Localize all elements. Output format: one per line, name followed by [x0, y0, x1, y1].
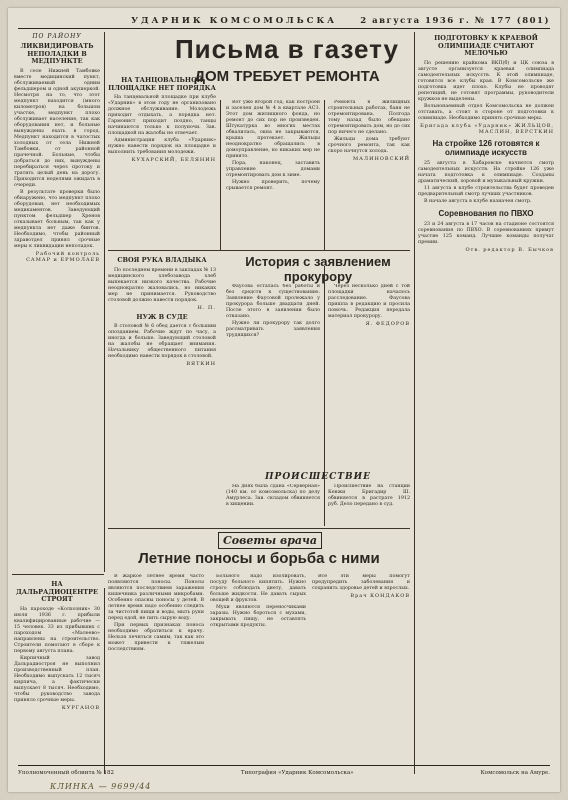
- doctor-tips-heading: Советы врача: [218, 532, 322, 549]
- article-text: Кирпичный завод Дальрадиостроя не выполнил производственный план. Необходимо выпускать 12 тысяч кирпича, а фактически выпускает 8 тысяч. Необходимо, чтобы руководство завода приняло срочные меры.: [14, 655, 100, 703]
- archive-stamp: КЛИНКА — 9699/44: [50, 782, 152, 791]
- section-heading: ПО РАЙОНУ: [32, 33, 82, 40]
- signature: ВЯТКИН: [186, 361, 216, 367]
- column-rule: [104, 588, 105, 774]
- signature: КУХАРСКИЙ, БЕЛЯНИН: [131, 157, 216, 163]
- summer-col-1: [108, 574, 204, 774]
- article-text: По решению крайкома ВКП(б) и ЦК союза в августе организуется краевая олимпиада самодеятельных искусств. К этой олимпиаде, готовятся все клубы края. В Комсомольске же подготовка идет плохо. Клубы не проводят репетиций, не готовят программы, руководители кружков не выделены.: [418, 60, 554, 102]
- article-text: На танцевальной площадке при клубе «Ударник» в этом году не организовано должное обслуживание. Молодежь приходит отдыхать, а порядка нет. Гармонист приходит поздно, танцы начинаются только к полуночи. Зав. площадкой на жалобы не отвечает.: [108, 95, 216, 136]
- section-rule: [108, 528, 410, 529]
- article-text: 11 августа в клубе строительства будет проведен предварительный смотр лучших участников.: [418, 185, 554, 197]
- column-4: [328, 100, 410, 250]
- article-text: Через несколько дней с той площадки началось расследование. Фаусова пришла в редакцию и просила помочь. Редакция передала материал прокурору.: [328, 284, 410, 319]
- article-title: Соревнования по ПВХО: [438, 208, 534, 218]
- article-text: На пароходе «Колхозник» 30 июля 1936 г. прибыли квалифицированные рабочие — 15 человек. 33 из прибывших с пароходом «Малеево» направлены на строительство. Строители помогают в сборе к первому августа плана.: [14, 606, 100, 654]
- column-rule: [414, 32, 415, 774]
- article-title: СВОЯ РУКА ВЛАДЫКА: [117, 256, 207, 264]
- column-rule: [324, 266, 325, 526]
- incident-text-block: [328, 484, 410, 524]
- column-left: [14, 32, 100, 578]
- article-text: Фаусова осталась без работы и без средств к существованию. Заявление Фаусовой пролежало у прокурора больше двадцати дней. После этого в заявлении было отказано.: [226, 284, 320, 319]
- footer-left: Уполномоченный облиита № 182: [18, 770, 114, 776]
- incidents-heading: ПРОИСШЕСТВИЕ: [265, 472, 371, 482]
- house-headline: ДОМ ТРЕБУЕТ РЕМОНТА: [194, 68, 380, 85]
- paper-name: УДАРНИК КОМСОМОЛЬСКА: [131, 16, 338, 26]
- article-text: Нужно проверить, почему срывается ремонт.: [226, 180, 320, 191]
- article-text: При первых признаках поноса необходимо обратиться к врачу. Нельзя лечиться самим, так как это может привести к тяжелым последствиям.: [108, 623, 204, 652]
- article-text: В селе Нижней Тамбовке вместе медицинский пункт, обслуживаемый одним фельдшером и одной акушеркой. Несмотря на то, что этот медпункт находится (много километров) на большом участке, медпункт плохо обслуживает население, так как оборудования нет, и больные вынуждены ехать в город. Медпункт находится в чатостых холодных от села Нижней Тамбовки, от районной прачечной. Больные, чтобы добраться до них, вынуждены перебираться через протоку и тратить целый день на дорогу. Приходится неделями ожидать в очереди.: [14, 68, 100, 188]
- article-text: В начале августа в клубе назначен смотр.: [424, 198, 532, 204]
- article-text: В жаркое летнее время часто появляются поносы. Поносы являются последствием заражения кишечника различными микробами. Особенно опасны поносы у детей. В летнее время надо особенно следить за чистотой пищи и воды, мыть руки перед едой, не пить сырую воду.: [108, 574, 204, 621]
- column-rule: [104, 32, 105, 572]
- main-headline: Письма в газету: [174, 34, 400, 64]
- signature: Я. ФЕДОРОВ: [365, 321, 410, 327]
- column-3: [226, 100, 320, 250]
- signature: Н. П.: [197, 304, 216, 311]
- column-2-lower: [108, 254, 216, 526]
- article-text: Нужно ли прокурору так долго рассматривать заявления трудящихся?: [226, 321, 320, 338]
- signature: МАЛИНОВСКИЙ: [353, 156, 410, 162]
- article-title: НА ДАЛЬРАДИОЦЕНТРЕ СТРОЯТ: [15, 580, 98, 603]
- article-text: Администрации клуба «Ударник» нужно навести порядок на площадке и выполнить требования молодежи.: [108, 138, 216, 155]
- article-text: Ремонта в жилищных строительных работах, баня не отремонтирована. Полгода тому назад было обещано отремонтировать дом, но до сих пор ничего не сделано.: [328, 100, 410, 135]
- footer-center: Типография «Ударник Комсомольска»: [240, 770, 354, 776]
- summer-col-2: [210, 574, 306, 774]
- summer-col-3: [312, 574, 410, 774]
- incident-text-block: [226, 484, 320, 524]
- article-text: Жильцы дома требуют срочного ремонта, так как скоро начнутся холода.: [328, 137, 410, 154]
- column-4-lower: [328, 284, 410, 466]
- article-text: В столовой № 6 обед дается с большим опозданием. Рабочие ждут по часу, а иногда и больше. Заведующий столовой на жалобы не обращает внимания. Начальнику общественного питания необходимо навести порядок в столовой.: [108, 324, 216, 359]
- masthead: [18, 14, 550, 29]
- article-title: ПОДГОТОВКУ К КРАЕВОЙ ОЛИМПИАДЕ СЧИТАЮТ МЕЛОЧЬЮ: [434, 34, 538, 57]
- article-text: В результате проверки было обнаружено, что медпункт плохо оборудован, нет необходимых медикаментов. Заведующий пунктом фельдшер Хренов отказывает больным, так как у медпункта нет даже бинтов. Необходимо, чтобы районный здравотдел принял срочные меры к ликвидации неполадок.: [14, 189, 100, 249]
- signature: КУРГАНОВ: [61, 704, 100, 711]
- article-text: Пора, наконец, заставить управление домами отремонтировать дом к зиме.: [226, 161, 320, 178]
- editor-signature: Отв. редактор В. Бычков: [465, 246, 554, 253]
- article-text: Вот уже второй год, как построен и заселен дом № 4 в квартале АСЗ. Этот дом жилищного фонда, но ремонт до сих пор не произведен. Штукатурка во многих местах обвалилась, окна не закрываются, крыша протекает. Жильцы неоднократно обращались в домоуправление, но никаких мер не принято.: [226, 100, 320, 159]
- article-text: Происшествие на станции Кенжи Бригадир Ш. обвиняется в растрате 1912 руб. Дело передано в суд.: [328, 484, 410, 507]
- column-rule: [324, 100, 325, 250]
- article-title: НА ТАНЦОВАЛЬНОЙ ПЛОЩАДКЕ НЕТ ПОРЯДКА: [108, 76, 216, 92]
- article-title: На стройке 126 готовятся к олимпиаде искусств: [432, 138, 540, 157]
- article-text: Все эти меры помогут предупредить заболевания и сохранить здоровье детей и взрослых.: [312, 574, 410, 591]
- column-right: [418, 32, 554, 774]
- article-text: Вольнонаемный отдел Комсомольска не должен отставать, а стоит в стороне от подготовки к олимпиаде. Необходимо принять срочные меры.: [418, 103, 554, 121]
- issue-date: 2 августа 1936 г. № 177 (801): [360, 16, 550, 26]
- column-3-lower: [226, 284, 320, 466]
- signature: Бригада клуба «Ударник» ЖИЛЬЦОВ, МАСЛИН, ВЕРСТКИН: [420, 122, 554, 135]
- column-2: [108, 74, 216, 248]
- newspaper-page: [8, 8, 560, 792]
- article-title: НУЖ В СУДЕ: [136, 312, 188, 321]
- article-text: 25 августа в Хабаровске начнется смотр самодеятельных искусств. На стройке 126 уже начата подготовка к олимпиаде. Созданы драматический, хоровой и музыкальный кружки.: [418, 160, 554, 184]
- article-text: По последнем времени в закладах № 13 медицинского хлебозавода хлеб выпекается низкого качества. Рабочие неоднократно жаловались, но никаких мер не принимается. Руководство столовой должно навести порядок.: [108, 267, 216, 303]
- article-text: Больного надо изолировать, посуду больного кипятить. Нужно строго соблюдать диету, давать больше жидкости. Не давать сырых овощей и фруктов.: [210, 574, 306, 603]
- footer: [18, 765, 550, 778]
- prosecutor-headline: История с заявлением прокурору: [245, 254, 391, 284]
- article-text: Мухи являются переносчиками заразы. Нужно бороться с мухами, закрывать пищу, не оставлять открытыми продукты.: [210, 605, 306, 628]
- article-text: На днях была сдана «Серверная» (140 км. от комсомольска) по делу Амурлеса. Зав. складом обвиняется в хищении.: [226, 484, 320, 507]
- signature: Рабочий контроль САМАР и ЕРМОЛАЕВ: [26, 250, 100, 263]
- article-title: ЛИКВИДИРОВАТЬ НЕПОЛАДКИ В МЕДПУНКТЕ: [20, 42, 94, 65]
- footer-right: Комсомольск на Амуре.: [480, 770, 550, 776]
- section-rule: [108, 250, 410, 251]
- column-rule: [220, 100, 221, 250]
- article-text: 23 и 24 августа в 17 часов на стадионе состоятся соревнования по ПВХО. В соревнованиях примут участие 125 команд. Лучшие команды получат премии.: [418, 221, 554, 245]
- signature: Врач КОНДАКОВ: [350, 593, 410, 599]
- column-left-lower: [14, 578, 100, 776]
- summer-headline: Летние поносы и борьба с ними: [138, 550, 380, 567]
